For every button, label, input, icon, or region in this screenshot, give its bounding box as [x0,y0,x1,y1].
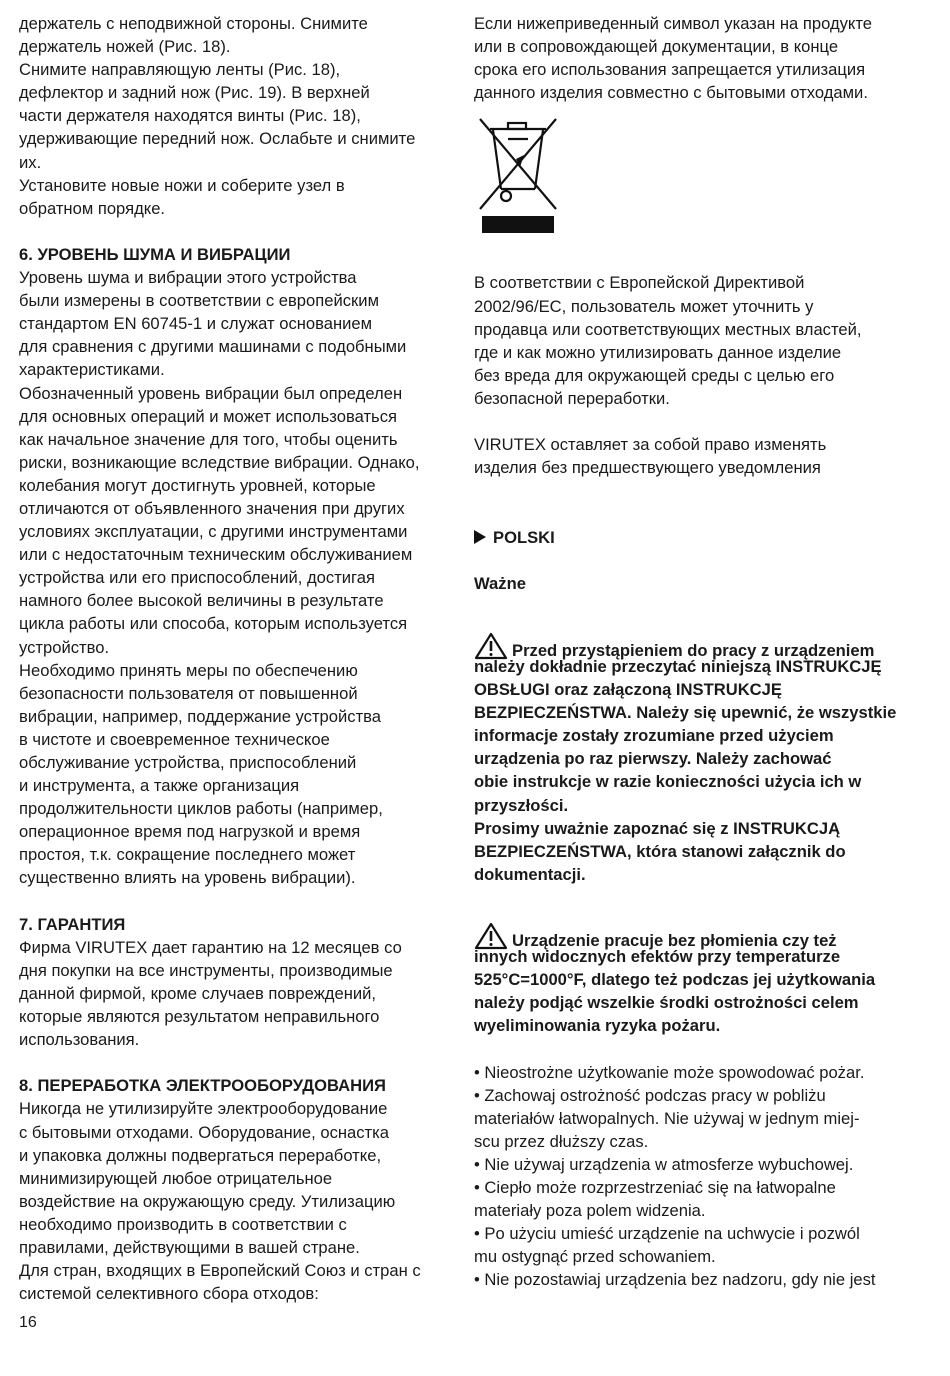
text-line: BEZPIECZEŃSTWA, która stanowi załącznik do [474,841,846,861]
text-line: срока его использования запрещается утилизация [474,60,866,80]
text-line: где и как можно утилизировать данное изделие [474,342,842,362]
spacer [474,479,894,502]
warning-text: Przed przystąpieniem do pracy z urządzeniem [512,640,875,660]
text-line: которые являются результатом неправильного [19,1007,380,1027]
bullet-line: materiałów łatwopalnych. Nie używaj w jednym miej- [474,1108,860,1128]
text-line: Если нижеприведенный символ указан на продукте [474,14,873,33]
weee-intro [474,12,894,104]
text-line: BEZPIECZEŃSTWA. Należy się upewnić, że wszystkie [474,703,897,723]
bullet-line: • Zachowaj ostrożność podczas pracy w pobliżu [474,1085,826,1105]
text-line: дефлектор и задний нож (Рис. 19). В верхней [19,83,370,103]
spacer [474,410,894,433]
text-line: urządzenia po raz pierwszy. Należy zachować [474,749,832,769]
bullet-line: materiały poza polem widzenia. [474,1201,706,1221]
section-heading: 8. ПЕРЕРАБОТКА ЭЛЕКТРООБОРУДОВАНИЯ [19,1076,386,1096]
safety-bullets [474,1061,894,1292]
text-line: данной фирмой, кроме случаев повреждений, [19,983,377,1003]
text-line: держатель с неподвижной стороны. Снимите [19,14,368,33]
text-line: их. [19,152,42,172]
text-line: колебания могут достигнуть уровней, которые [19,475,376,495]
text-line: obie instrukcje w razie konieczności użycia ich w [474,772,862,792]
text-line: OBSŁUGI oraz załączoną INSTRUKCJĘ [474,680,782,700]
section-heading: 6. УРОВЕНЬ ШУМА И ВИБРАЦИИ [19,244,291,264]
text-line: безопасности пользователя от повышенной [19,683,358,703]
language-heading [474,526,894,549]
spacer [474,502,894,525]
text-line: Для стран, входящих в Европейский Союз и стран с [19,1261,421,1281]
text-line: Никогда не утилизируйте электрооборудование [19,1099,388,1119]
bullet-line: • Nie używaj urządzenia w atmosferze wybuchowej. [474,1154,854,1174]
text-line: необходимо производить в соответствии с [19,1214,347,1234]
section-recycling [19,1074,451,1305]
text-line: устройство. [19,637,110,657]
text-line: риски, возникающие вследствие вибрации. Однако, [19,452,420,472]
text-line: отличаются от объявленного значения при других [19,498,405,518]
spacer [474,595,894,618]
text-line: продавца или соответствующих местных властей, [474,319,862,339]
text-line: innych widocznych efektów przy temperaturze [474,947,841,967]
section-noise-vibration [19,243,451,890]
text-line: стандартом EN 60745-1 и служат основанием [19,314,373,334]
text-line: продолжительности циклов работы (например, [19,799,383,819]
virutex-notice [474,433,894,479]
text-line: данного изделия совместно с бытовыми отходами. [474,83,868,103]
text-line: należy dokładnie przeczytać niniejszą INSTRUKCJĘ [474,656,882,676]
text-line: wyeliminowania ryzyka pożaru. [474,1016,721,1036]
text-line: удерживающие передний нож. Ослабьте и снимите [19,129,416,149]
text-line: для сравнения с другими машинами с подобными [19,337,407,357]
text-line: как начальное значение для того, чтобы оценить [19,429,398,449]
text-line: и инструмента, а также организация [19,776,300,796]
spacer [19,890,451,913]
text-line [474,632,894,660]
language-heading-label: POLSKI [493,527,555,547]
text-line: правилами, действующими в вашей стране. [19,1237,360,1257]
bullet-line: scu przez dłuższy czas. [474,1131,649,1151]
text-line: без вреда для окружающей среды с целью его [474,365,835,385]
important-heading: Ważne [474,573,526,593]
text-line: в чистоте и своевременное техническое [19,729,330,749]
spacer [474,242,894,265]
text-line: обратном порядке. [19,198,166,218]
text-line: или с недостаточным техническим обслуживанием [19,545,413,565]
text-line: минимизирующей любое отрицательное [19,1168,333,1188]
warning-fire [474,922,894,1037]
bin-graphic [476,117,566,217]
text-line: Prosimy uważnie zapoznać się z INSTRUKCJĄ [474,818,841,838]
section-warranty [19,913,451,1052]
text-line: dokumentacji. [474,864,586,884]
text-line: части держателя находятся винты (Рис. 18), [19,106,361,126]
section-heading: 7. ГАРАНТИЯ [19,914,126,934]
text-line: В соответствии с Европейской Директивой [474,273,805,293]
text-line [474,922,894,950]
text-line: держатель ножей (Рис. 18). [19,37,231,57]
bullet-line: • Nieostrożne użytkowanie może spowodować pożar. [474,1062,865,1082]
spacer [474,549,894,572]
text-line: условиях эксплуатации, с другими инструментами [19,522,408,542]
text-line: характеристиками. [19,360,165,380]
text-line: 525°C=1000°F, dlatego też podczas jej użytkowania [474,970,876,990]
text-line: Снимите направляющую ленты (Рис. 18), [19,60,341,80]
text-line: намного более высокой величины в результате [19,591,384,611]
bullet-line: mu ostygnąć przed schowaniem. [474,1247,716,1267]
page-number: 16 [19,1314,37,1331]
weee-underline-bar [482,216,554,233]
bullet-line: • Nie pozostawiaj urządzenia bez nadzoru, gdy nie jest [474,1270,876,1290]
warning-instructions [474,632,897,886]
spacer [474,1037,894,1060]
text-line: Фирма VIRUTEX дает гарантию на 12 месяцев со [19,937,402,957]
text-line: należy podjąć wszelkie środki ostrożności celem [474,993,859,1013]
text-line: системой селективного сбора отходов: [19,1284,319,1304]
play-arrow-icon [474,530,486,544]
text-line: устройства или его приспособлений, достигая [19,568,375,588]
text-line: Уровень шума и вибрации этого устройства [19,268,357,288]
right-column [474,12,897,1292]
text-line: существенно влиять на уровень вибрации). [19,868,356,888]
paragraph-blade-removal [19,12,451,220]
text-line: Необходимо принять меры по обеспечению [19,660,358,680]
bullet-line: • Ciepło może rozprzestrzeniać się na łatwopalne [474,1178,836,1198]
text-line: были измерены в соответствии с европейским [19,291,379,311]
text-line: цикла работы или способа, которым используется [19,614,408,634]
crossed-out-wheelie-bin-icon [476,117,566,242]
text-line: операционное время под нагрузкой и время [19,822,361,842]
text-line: Обозначенный уровень вибрации был определен [19,383,403,403]
text-line: и упаковка должны подвергаться переработке, [19,1145,382,1165]
text-line: przyszłości. [474,795,569,815]
text-line: VIRUTEX оставляет за собой право изменять [474,435,827,455]
text-line: обслуживание устройства, приспособлений [19,753,357,772]
warning-text: Urządzenie pracuje bez płomienia czy też [512,931,837,950]
spacer [474,886,894,909]
text-line: informacje zostały zrozumiane przed użyciem [474,726,834,746]
text-line: воздействие на окружающую среду. Утилизацию [19,1191,396,1211]
text-line: с бытовыми отходами. Оборудование, оснастка [19,1122,390,1142]
text-line: вибрации, например, поддержание устройства [19,706,382,726]
text-line: 2002/96/EC, пользователь может уточнить у [474,296,814,316]
spacer [19,220,451,243]
text-line: Установите новые ножи и соберите узел в [19,175,345,195]
bullet-line: • Po użyciu umieść urządzenie na uchwycie i pozwól [474,1224,860,1244]
text-line: для основных операций и может использоваться [19,406,397,426]
text-line: простоя, т.к. сокращение последнего может [19,845,356,865]
spacer [19,1051,451,1074]
text-line: использования. [19,1030,140,1050]
text-line: безопасной переработки. [474,388,670,408]
directive-paragraph [474,271,894,410]
text-line: дня покупки на все инструменты, производимые [19,960,393,980]
left-column [19,12,451,1305]
text-line: или в сопровождающей документации, в конце [474,37,839,57]
text-line: изделия без предшествующего уведомления [474,458,821,478]
